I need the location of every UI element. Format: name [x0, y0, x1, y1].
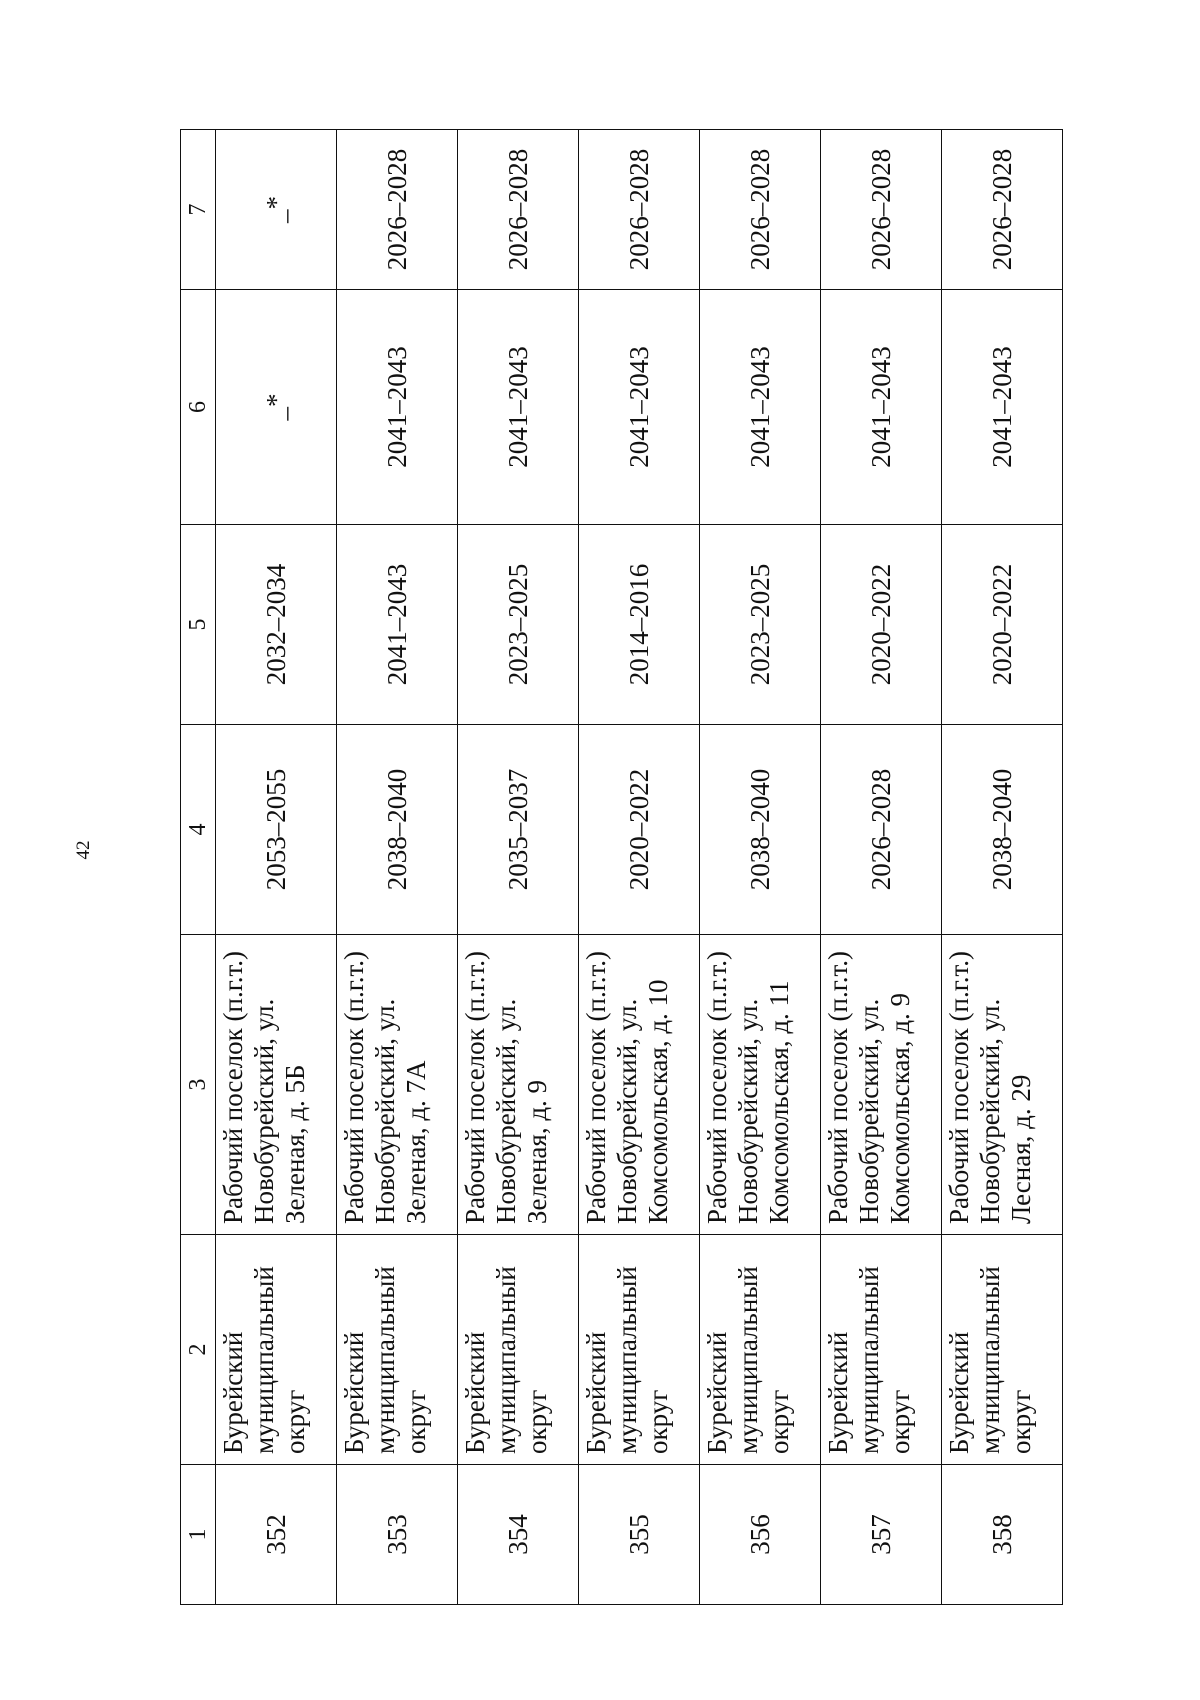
column-5-cell: 2014–2016	[579, 525, 700, 725]
column-7-cell: 2026–2028	[942, 130, 1063, 290]
district-cell: Бурейский муниципальный округ	[700, 1235, 821, 1465]
district-cell: Бурейский муниципальный округ	[337, 1235, 458, 1465]
column-6-cell: 2041–2043	[337, 290, 458, 525]
address-cell: Рабочий поселок (п.г.т.) Новобурейский, ул. Зеленая, д. 5Б	[216, 935, 337, 1235]
column-6-cell: _*	[216, 290, 337, 525]
column-header: 5	[181, 525, 216, 725]
column-4-cell: 2020–2022	[579, 725, 700, 935]
column-7-cell: _*	[216, 130, 337, 290]
column-5-cell: 2020–2022	[942, 525, 1063, 725]
table-row	[216, 130, 337, 1605]
table-row	[700, 130, 821, 1605]
column-5-cell: 2023–2025	[458, 525, 579, 725]
address-cell: Рабочий поселок (п.г.т.) Новобурейский, ул. Комсомольская, д. 10	[579, 935, 700, 1235]
row-number: 356	[700, 1465, 821, 1605]
column-6-cell: 2041–2043	[700, 290, 821, 525]
table-row	[458, 130, 579, 1605]
column-4-cell: 2053–2055	[216, 725, 337, 935]
column-4-cell: 2038–2040	[700, 725, 821, 935]
column-6-cell: 2041–2043	[821, 290, 942, 525]
data-table	[180, 129, 1063, 1605]
district-cell: Бурейский муниципальный округ	[216, 1235, 337, 1465]
address-cell: Рабочий поселок (п.г.т.) Новобурейский, ул. Лесная, д. 29	[942, 935, 1063, 1235]
rotated-table-container	[180, 130, 1063, 1605]
row-number: 358	[942, 1465, 1063, 1605]
row-number: 357	[821, 1465, 942, 1605]
district-cell: Бурейский муниципальный округ	[821, 1235, 942, 1465]
table-row	[337, 130, 458, 1605]
column-4-cell: 2035–2037	[458, 725, 579, 935]
address-cell: Рабочий поселок (п.г.т.) Новобурейский, ул. Зеленая, д. 7А	[337, 935, 458, 1235]
column-5-cell: 2032–2034	[216, 525, 337, 725]
column-header: 4	[181, 725, 216, 935]
column-7-cell: 2026–2028	[337, 130, 458, 290]
column-header: 7	[181, 130, 216, 290]
column-7-cell: 2026–2028	[458, 130, 579, 290]
column-6-cell: 2041–2043	[942, 290, 1063, 525]
column-4-cell: 2026–2028	[821, 725, 942, 935]
column-header: 3	[181, 935, 216, 1235]
column-header: 6	[181, 290, 216, 525]
header-row	[181, 130, 216, 1605]
row-number: 352	[216, 1465, 337, 1605]
district-cell: Бурейский муниципальный округ	[579, 1235, 700, 1465]
row-number: 353	[337, 1465, 458, 1605]
address-cell: Рабочий поселок (п.г.т.) Новобурейский, ул. Комсомольская, д. 11	[700, 935, 821, 1235]
column-6-cell: 2041–2043	[458, 290, 579, 525]
row-number: 354	[458, 1465, 579, 1605]
column-7-cell: 2026–2028	[821, 130, 942, 290]
table-row	[942, 130, 1063, 1605]
page-number: 42	[73, 840, 94, 860]
row-number: 355	[579, 1465, 700, 1605]
table-row	[821, 130, 942, 1605]
column-5-cell: 2020–2022	[821, 525, 942, 725]
column-4-cell: 2038–2040	[337, 725, 458, 935]
address-cell: Рабочий поселок (п.г.т.) Новобурейский, ул. Комсомольская, д. 9	[821, 935, 942, 1235]
district-cell: Бурейский муниципальный округ	[942, 1235, 1063, 1465]
column-5-cell: 2041–2043	[337, 525, 458, 725]
column-7-cell: 2026–2028	[579, 130, 700, 290]
column-4-cell: 2038–2040	[942, 725, 1063, 935]
column-7-cell: 2026–2028	[700, 130, 821, 290]
column-header: 2	[181, 1235, 216, 1465]
address-cell: Рабочий поселок (п.г.т.) Новобурейский, ул. Зеленая, д. 9	[458, 935, 579, 1235]
column-header: 1	[181, 1465, 216, 1605]
column-6-cell: 2041–2043	[579, 290, 700, 525]
district-cell: Бурейский муниципальный округ	[458, 1235, 579, 1465]
column-5-cell: 2023–2025	[700, 525, 821, 725]
table-row	[579, 130, 700, 1605]
